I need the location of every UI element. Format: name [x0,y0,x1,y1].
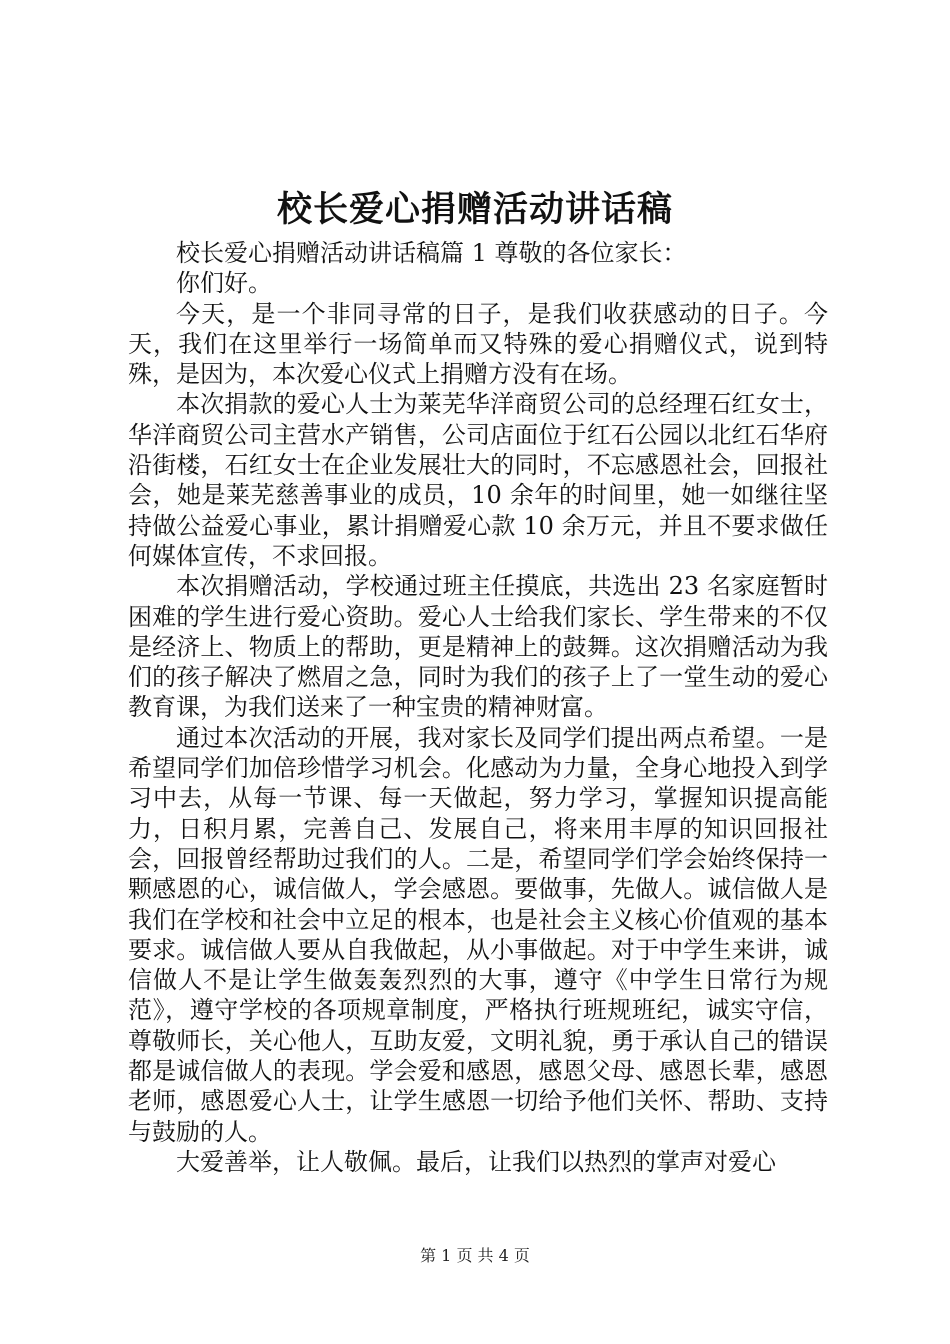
paragraph: 你们好。 [176,269,272,298]
paragraph: 本次捐款的爱心人士为莱芜华洋商贸公司的总经理石红女士，华洋商贸公司主营水产销售，公司店面位于红石公园以北红石华府沿街楼，石红女士在企业发展壮大的同时，不忘感恩社会，回报社会，她是莱芜慈善事业的成员，10 余年的时间里，她一如继往坚持做公益爱心事业，累计捐赠爱心款 10 余万元，并且不要求做任何媒体宣传，不求回报。 [128,390,828,570]
document-body [128,238,828,1177]
paragraph: 今天，是一个非同寻常的日子，是我们收获感动的日子。今天，我们在这里举行一场简单而又特殊的爱心捐赠仪式，说到特殊，是因为，本次爱心仪式上捐赠方没有在场。 [128,299,828,389]
paragraph: 本次捐赠活动，学校通过班主任摸底，共选出 23 名家庭暂时困难的学生进行爱心资助。爱心人士给我们家长、学生带来的不仅是经济上、物质上的帮助，更是精神上的鼓舞。这次捐赠活动为我们的孩子解决了燃眉之急，同时为我们的孩子上了一堂生动的爱心教育课，为我们送来了一种宝贵的精神财富。 [128,572,828,722]
paragraph: 通过本次活动的开展，我对家长及同学们提出两点希望。一是希望同学们加倍珍惜学习机会。化感动为力量，全身心地投入到学习中去，从每一节课、每一天做起，努力学习，掌握知识提高能力，日积月累，完善自己、发展自己，将来用丰厚的知识回报社会，回报曾经帮助过我们的人。二是，希望同学们学会始终保持一颗感恩的心，诚信做人，学会感恩。要做事，先做人。诚信做人是我们在学校和社会中立足的根本，也是社会主义核心价值观的基本要求。诚信做人要从自我做起，从小事做起。对于中学生来讲，诚信做人不是让学生做轰轰烈烈的大事，遵守《中学生日常行为规范》，遵守学校的各项规章制度，严格执行班规班纪，诚实守信，尊敬师长，关心他人，互助友爱，文明礼貌，勇于承认自己的错误都是诚信做人的表现。学会爱和感恩，感恩父母、感恩长辈，感恩老师，感恩爱心人士，让学生感恩一切给予他们关怀、帮助、支持与鼓励的人。 [128,723,828,1146]
paragraph: 大爱善举，让人敬佩。最后，让我们以热烈的掌声对爱心 [176,1147,776,1176]
document-title: 校长爱心捐赠活动讲话稿 [276,189,673,230]
paragraph: 校长爱心捐赠活动讲话稿篇 1 尊敬的各位家长： [176,239,687,267]
page-number-footer: 第 1 页 共 4 页 [420,1246,530,1265]
